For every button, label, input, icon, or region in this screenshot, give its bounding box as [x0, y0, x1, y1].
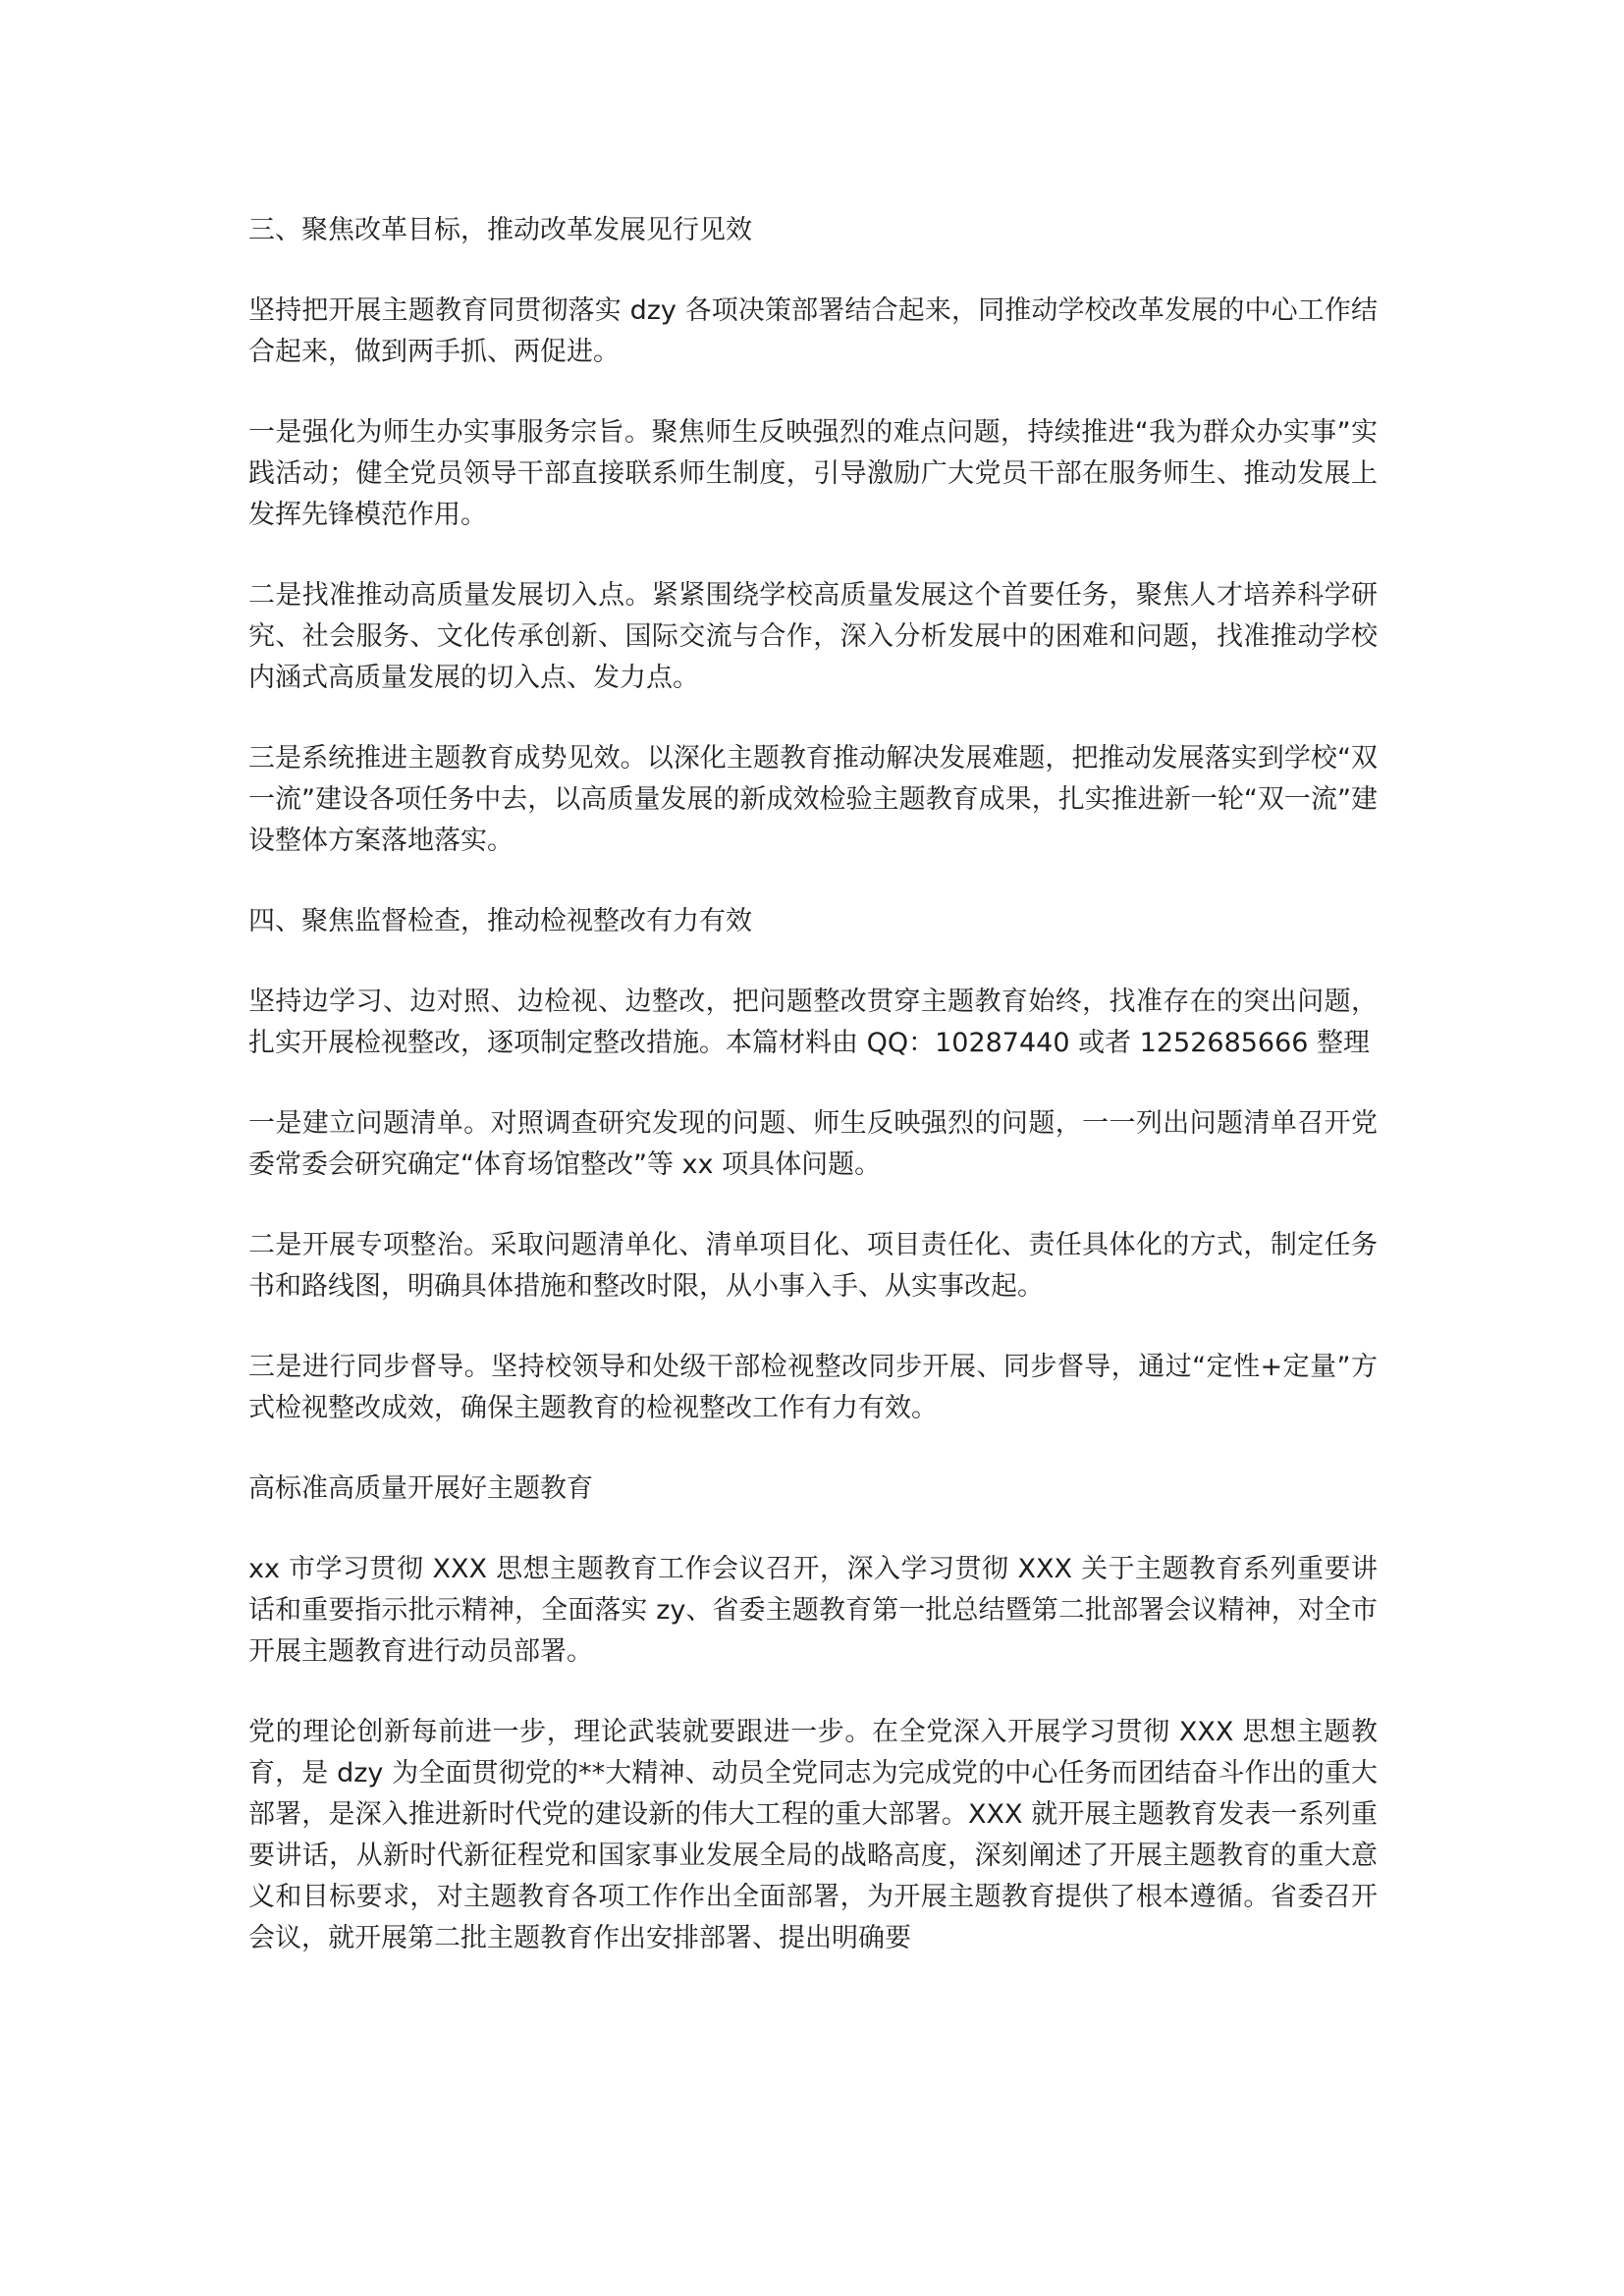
paragraph: 二是找准推动高质量发展切入点。紧紧围绕学校高质量发展这个首要任务，聚焦人才培养科学研究、社会服务、文化传承创新、国际交流与合作，深入分析发展中的困难和问题，找准推动学校内涵式高质量发展的切入点、发力点。	[248, 580, 1378, 693]
paragraph: xx 市学习贯彻 XXX 思想主题教育工作会议召开，深入学习贯彻 XXX 关于主题教育系列重要讲话和重要指示批示精神，全面落实 zy、省委主题教育第一批总结暨第二批部署会议精神，对全市开展主题教育进行动员部署。	[248, 1554, 1378, 1667]
paragraph: 坚持把开展主题教育同贯彻落实 dzy 各项决策部署结合起来，同推动学校改革发展的中心工作结合起来，做到两手抓、两促进。	[248, 295, 1378, 367]
paragraph: 一是强化为师生办实事服务宗旨。聚焦师生反映强烈的难点问题，持续推进“我为群众办实事”实践活动；健全党员领导干部直接联系师生制度，引导激励广大党员干部在服务师生、推动发展上发挥先锋模范作用。	[248, 417, 1378, 530]
paragraph: 坚持边学习、边对照、边检视、边整改，把问题整改贯穿主题教育始终，找准存在的突出问题，扎实开展检视整改，逐项制定整改措施。本篇材料由 QQ：10287440 或者 1252685666 整理	[248, 987, 1378, 1058]
section-heading: 三、聚焦改革目标，推动改革发展见行见效	[248, 215, 752, 245]
article-title: 高标准高质量开展好主题教育	[248, 1473, 593, 1504]
paragraph: 三是系统推进主题教育成势见效。以深化主题教育推动解决发展难题，把推动发展落实到学校“双一流”建设各项任务中去，以高质量发展的新成效检验主题教育成果，扎实推进新一轮“双一流”建设整体方案落地落实。	[248, 743, 1378, 856]
paragraph: 党的理论创新每前进一步，理论武装就要跟进一步。在全党深入开展学习贯彻 XXX 思想主题教育，是 dzy 为全面贯彻党的**大精神、动员全党同志为完成党的中心任务而团结奋斗作出的重大部署，是深入推进新时代党的建设新的伟大工程的重大部署。XXX 就开展主题教育发表一系列重要讲话，从新时代新征程党和国家事业发展全局的战略高度，深刻阐述了开展主题教育的重大意义和目标要求，对主题教育各项工作作出全面部署，为开展主题教育提供了根本遵循。省委召开会议，就开展第二批主题教育作出安排部署、提出明确要	[248, 1717, 1378, 1953]
paragraph: 三是进行同步督导。坚持校领导和处级干部检视整改同步开展、同步督导，通过“定性+定量”方式检视整改成效，确保主题教育的检视整改工作有力有效。	[248, 1352, 1378, 1423]
paragraph: 二是开展专项整治。采取问题清单化、清单项目化、项目责任化、责任具体化的方式，制定任务书和路线图，明确具体措施和整改时限，从小事入手、从实事改起。	[248, 1230, 1378, 1302]
document-body	[248, 210, 1378, 1999]
paragraph: 一是建立问题清单。对照调查研究发现的问题、师生反映强烈的问题，一一列出问题清单召开党委常委会研究确定“体育场馆整改”等 xx 项具体问题。	[248, 1108, 1378, 1180]
section-heading: 四、聚焦监督检查，推动检视整改有力有效	[248, 906, 752, 936]
